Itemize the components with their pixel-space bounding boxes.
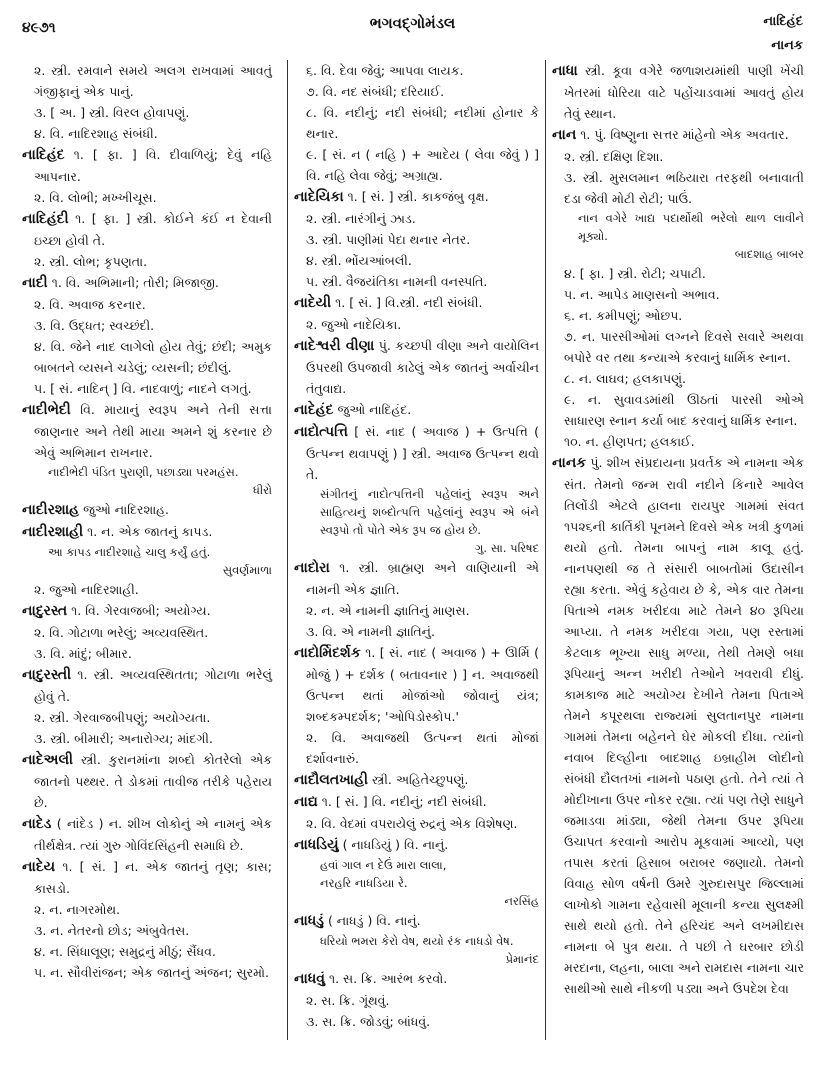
entry-sense bbox=[552, 263, 804, 284]
headword: નાદિહંદ bbox=[22, 147, 65, 163]
headword: નાદિહંદી bbox=[22, 211, 69, 227]
dictionary-entry bbox=[294, 421, 539, 485]
entry-text: ૨. ન. નાગરમોથ. bbox=[34, 902, 121, 917]
entry-text: ૨. વિ. લોભી; મખ્ખીચૂસ. bbox=[34, 190, 157, 205]
entry-text: નરસિંહ bbox=[504, 894, 539, 908]
entry-sense bbox=[22, 941, 272, 962]
entry-text: ૨. વિ. અવાજ કરનાર. bbox=[34, 297, 146, 312]
entry-text: ૪. વિ. જેને નાદ લાગેલો હોય તેવું; છંદી; અમુક બાબતને વ્યસને ચડેલું; વ્યસની; છંદીલું. bbox=[34, 339, 272, 375]
entry-text: વિ. માયાનું સ્વરૂપ અને તેની સત્તા જાણનાર અને તેથી માયા અમને શું કરનાર છે એવું અભિમાન રાખનાર. bbox=[34, 402, 272, 460]
dictionary-entry bbox=[294, 399, 539, 421]
entry-sense bbox=[552, 431, 804, 452]
entry-text: સ્ત્રી. કુરાનમાંના શબ્દો કોતરેલો એક જાતનો પથ્થર. તે ડોકમાં તાવીજ તરીકે પહેરાય છે. bbox=[34, 752, 272, 810]
entry-text: ૮. વિ. નદીનું; નદી સંબંધી; નદીમાં હોનાર કે થનાર. bbox=[306, 105, 539, 141]
column-1 bbox=[22, 60, 272, 983]
dictionary-entry bbox=[22, 664, 272, 707]
entry-text: ધરિયો ભમરા કેરો વેષ, થયો રંક નાધડો વેષ. bbox=[320, 934, 514, 948]
entry-text: ૪. સ્ત્રી. ભોંયઆંબલી. bbox=[306, 253, 412, 268]
headword: નાદેડ bbox=[22, 816, 52, 832]
dictionary-entry bbox=[294, 642, 539, 727]
citation-quote bbox=[294, 874, 539, 892]
entry-text: ૧. [ સં. ] ન. એક જાતનું તૃણ; કાસ; કાસડો. bbox=[34, 859, 272, 896]
entry-text: ૪. ન. સિંધાલૂણ; સમુદ્રનું મીઠું; સૈંધવ. bbox=[34, 944, 216, 959]
running-head-first-word: નાદિહંદ bbox=[763, 14, 803, 29]
entry-sense bbox=[22, 123, 272, 144]
dictionary-entry bbox=[22, 208, 272, 251]
entry-sense bbox=[294, 60, 539, 81]
entry-sense bbox=[22, 962, 272, 983]
entry-text: ૧. સ્ત્રી. અવ્યવસ્થિતતા; ગોટાળા ભરેલું હોવું તે. bbox=[34, 667, 272, 704]
entry-text: [ સં. નાદ ( અવાજ ) + ઉત્પત્તિ ( ઉત્પન્ન થવાપણું ) ] સ્ત્રી. અવાજ ઉત્પન્ન થવો તે. bbox=[306, 424, 539, 482]
entry-text: સંગીતનું નાદોત્પત્તિની પહેલાંનું સ્વરૂપ અને સાહિત્યનું શબ્દોત્પત્તિ પહેલાંનું સ્વરૂપ એ બંને સ્વરૂપો તો પોતે એક રૂપ જ હોય છે. bbox=[320, 487, 539, 537]
entry-sense bbox=[22, 707, 272, 728]
dictionary-entry bbox=[294, 769, 539, 791]
citation-quote bbox=[294, 932, 539, 950]
headword: નાદોત્પત્તિ bbox=[294, 424, 348, 440]
headword: નાદેયી bbox=[294, 295, 332, 311]
citation-source bbox=[294, 950, 539, 968]
entry-text: ૨. સ્ત્રી. ગેરવાજબીપણું; અયોગ્યતા. bbox=[34, 710, 211, 725]
entry-text: ૪. [ ફા. ] સ્ત્રી. રોટી; ચપાટી. bbox=[564, 266, 706, 281]
entry-text: ૩. વિ. ઉદ્ધત; સ્વચ્છંદી. bbox=[34, 318, 155, 333]
entry-sense bbox=[294, 990, 539, 1011]
entry-sense bbox=[294, 813, 539, 834]
citation-source bbox=[294, 539, 539, 557]
entry-text: જુઓ નાદિહંદ. bbox=[337, 402, 412, 417]
entry-text: ૨. સ. ક્રિ. ગૂંથવું. bbox=[306, 993, 390, 1008]
entry-text: નાન વગેરે ખાદ્ય પદાર્થોથી ભરેલો થાળ લાવીને મૂક્યો. bbox=[578, 211, 804, 243]
entry-text: ગુ. સા. પરિષદ bbox=[474, 541, 539, 555]
headword: નાદોર્મિદર્શક bbox=[294, 645, 361, 661]
dictionary-entry bbox=[294, 186, 539, 208]
entry-sense bbox=[22, 643, 272, 664]
entry-sense bbox=[552, 146, 804, 167]
entry-sense bbox=[294, 314, 539, 335]
dictionary-entry bbox=[294, 335, 539, 399]
entry-sense bbox=[552, 389, 804, 431]
entry-text: જુઓ નાદિરશાહ. bbox=[83, 502, 170, 517]
dictionary-entry bbox=[294, 791, 539, 813]
entry-text: ૩. સ્ત્રી. બીમારી; અનારોગ્ય; માંદગી. bbox=[34, 731, 213, 746]
entry-text: ૭. ન. પારસીઓમાં લગ્નને દિવસે સવારે અથવા બપોરે વર તથા કન્યાએ કરવાનું ધાર્મિક સ્નાન. bbox=[564, 329, 804, 365]
entry-text: ૧. વિ. અભિમાની; તોરી; મિજાજી. bbox=[51, 275, 219, 290]
entry-sense bbox=[22, 378, 272, 399]
column-3 bbox=[552, 60, 804, 999]
dictionary-entry bbox=[552, 452, 804, 999]
citation-quote bbox=[552, 209, 804, 245]
citation-quote bbox=[294, 485, 539, 539]
dictionary-entry bbox=[552, 124, 804, 146]
entry-text: ૧. [ ફા. ] વિ. દીવાળિયું; દેવું નહિ આપનાર. bbox=[34, 147, 272, 184]
entry-sense bbox=[22, 60, 272, 102]
headword: નાદુરસ્તી bbox=[22, 667, 72, 683]
entry-text: ધીરો bbox=[252, 483, 272, 497]
entry-sense bbox=[552, 167, 804, 209]
entry-text: સુવર્ણમાળા bbox=[222, 563, 272, 577]
entry-text: ૨. જુઓ નાદિરશાહી. bbox=[34, 582, 139, 597]
entry-sense bbox=[22, 920, 272, 941]
entry-text: હવાં ગાલ ન દેઉં મારા લાલા, bbox=[320, 858, 447, 872]
citation-source bbox=[294, 892, 539, 910]
headword: નાદીરશાહી bbox=[22, 524, 84, 540]
dictionary-entry bbox=[294, 910, 539, 932]
entry-sense bbox=[22, 315, 272, 336]
entry-text: પ્રેમાનંદ bbox=[505, 952, 539, 966]
headword: નાદીભેદી bbox=[22, 402, 71, 418]
entry-text: ૧. [ સં. ] વિ.સ્ત્રી. નદી સંબંધી. bbox=[335, 295, 483, 310]
entry-text: ( નાધડું ) વિ. નાનું. bbox=[327, 913, 421, 928]
dictionary-entry bbox=[22, 856, 272, 899]
entry-text: ૨. વિ. વેદમાં વપરાયેલું રુદ્રનું એક વિશેષણ. bbox=[306, 816, 518, 831]
book-title: ભગવદ્ગોમંડલ bbox=[369, 14, 456, 32]
entry-sense bbox=[294, 271, 539, 292]
running-head-last-word: નાનક bbox=[771, 38, 803, 53]
entry-text: ( નાંદેડ ) ન. શીખ લોકોનું એ નામનું એક તીર્થક્ષેત્ર. ત્યાં ગુરુ ગોવિંદસિંહની સમાધિ છે. bbox=[34, 816, 272, 853]
entry-text: પું. કચ્છપી વીણા અને વાયોલિન ઉપરથી ઉપજાવી કાઢેલું એક જાતનું અર્વાચીન તંતુવાદ્ય. bbox=[306, 338, 540, 396]
headword: નાદેઅલી bbox=[22, 752, 74, 768]
headword: નાદેશ્વરી વીણા bbox=[294, 338, 375, 354]
dictionary-entry bbox=[294, 292, 539, 314]
entry-sense bbox=[22, 336, 272, 378]
entry-text: ૨. ન. એ નામની જ્ઞાતિનું માણસ. bbox=[306, 603, 470, 618]
dictionary-entry bbox=[552, 60, 804, 124]
citation-source bbox=[552, 245, 804, 263]
entry-text: ૨. જુઓ નાદેયિકા. bbox=[306, 317, 402, 332]
entry-text: ૩. વિ. એ નામની જ્ઞાતિનું. bbox=[306, 624, 435, 639]
dictionary-entry bbox=[22, 272, 272, 294]
headword: નાદેયિકા bbox=[294, 189, 344, 205]
entry-text: ૨. સ્ત્રી. લોભ; કૃપણતા. bbox=[34, 254, 148, 269]
headword: નાદેય bbox=[22, 859, 56, 875]
entry-text: ૧. સ્ત્રી. બ્રાહ્મણ અને વાણિયાની એ નામની એક જ્ઞાતિ. bbox=[306, 560, 539, 597]
entry-text: ૧. [ ફા. ] સ્ત્રી. કોઈને કંઈ ન દેવાની ઇચ્છા હોવી તે. bbox=[34, 211, 272, 248]
citation-source bbox=[22, 481, 272, 499]
entry-sense bbox=[22, 579, 272, 600]
entry-sense bbox=[22, 187, 272, 208]
entry-sense bbox=[294, 81, 539, 102]
headword: નાન bbox=[552, 127, 577, 143]
headword: નાદ્ય bbox=[294, 794, 318, 810]
entry-text: ૧. સ. ક્રિ. આરંભ કરવો. bbox=[328, 971, 448, 986]
entry-sense bbox=[22, 251, 272, 272]
headword: નાદીરશાહ bbox=[22, 502, 80, 518]
entry-sense bbox=[22, 899, 272, 920]
citation-quote bbox=[22, 463, 272, 481]
entry-text: સ્ત્રી. અહિતેચ્છુપણું. bbox=[372, 772, 469, 787]
entry-text: ૩. [ અ. ] સ્ત્રી. વિરલ હોવાપણું. bbox=[34, 105, 190, 120]
dictionary-entry bbox=[22, 499, 272, 521]
entry-sense bbox=[294, 1011, 539, 1032]
entry-sense bbox=[294, 102, 539, 144]
entry-text: ૨. સ્ત્રી. દક્ષિણ દિશા. bbox=[564, 149, 664, 164]
entry-sense bbox=[294, 621, 539, 642]
entry-text: ૫. ન. સૌવીરાંજન; એક જાતનું અંજન; સુરમો. bbox=[34, 965, 269, 980]
entry-sense bbox=[294, 727, 539, 769]
dictionary-entry bbox=[22, 144, 272, 187]
entry-text: ( નાધડિયું ) વિ. નાનું. bbox=[342, 837, 449, 852]
entry-text: ૯. ન. સુવાવડમાંથી ઊઠતાં પારસી ઓએ સાધારણ સ્નાન કર્યા બાદ કરવાનું ધાર્મિક સ્નાન. bbox=[564, 392, 804, 428]
entry-text: ૧. [ સં. ] સ્ત્રી. કાકજંબુ વૃક્ષ. bbox=[347, 189, 489, 204]
entry-sense bbox=[294, 600, 539, 621]
entry-text: ૭. વિ. નદ સંબંધી; દરિયાઈ. bbox=[306, 84, 445, 99]
dictionary-entry bbox=[22, 749, 272, 813]
entry-sense bbox=[552, 284, 804, 305]
entry-text: ૧. [ સં. ] વિ. નદીનું; નદી સંબંધી. bbox=[321, 794, 487, 809]
column-2 bbox=[287, 60, 546, 1040]
entry-text: ૧. પું. વિષ્ણુના સત્તર માંહેનો એક અવતાર. bbox=[580, 127, 789, 142]
entry-text: ૫. સ્ત્રી. વૈજયંતિકા નામની વનસ્પતિ. bbox=[306, 274, 488, 289]
entry-sense bbox=[22, 294, 272, 315]
entry-text: ૯. [ સં. ન ( નહિ ) + આદેય ( લેવા જેવું ) ] વિ. નહિ લેવા જેવું; અગ્રાહ્ય. bbox=[306, 147, 539, 183]
citation-quote bbox=[294, 856, 539, 874]
entry-text: ૧. [ સં. નાદ ( અવાજ ) + ઊર્મિ ( મોજું ) + દર્શક ( બતાવનાર ) ] ન. અવાજથી ઉત્પન્ન થતાં મોજાંઓ જોવાનું યંત્ર; શબ્દકમ્પદર્શક; 'ઓપિડોસ્કોપ.' bbox=[306, 645, 539, 724]
headword: નાધા bbox=[552, 63, 578, 79]
entry-text: ૫. ન. આપેડ માણસનો અભાવ. bbox=[564, 287, 720, 302]
entry-text: સ્ત્રી. કૂવા વગેરે જળાશયમાંથી પાણી ખેંચી ખેતરમાં ધોરિયા વાટે પહોંચાડવામાં આવતું હોય તેવું સ્થાન. bbox=[564, 63, 804, 121]
dictionary-entry bbox=[294, 834, 539, 856]
entry-text: ૨. વિ. અવાજથી ઉત્પન્ન થતાં મોજાં દર્શાવનારું. bbox=[306, 730, 539, 766]
entry-sense bbox=[294, 208, 539, 229]
dictionary-entry bbox=[22, 521, 272, 543]
headword: નાધડિયું bbox=[294, 837, 339, 853]
entry-text: ૧. ન. એક જાતનું કાપડ. bbox=[87, 524, 213, 539]
entry-text: ૫. [ સં. નાદિન્ ] વિ. નાદવાળું; નાદને લગતું. bbox=[34, 381, 252, 396]
entry-text: ૨. વિ. ગોટાળા ભરેલું; અવ્યવસ્થિત. bbox=[34, 625, 209, 640]
entry-text: ૧. વિ. ગેરવાજબી; અયોગ્ય. bbox=[71, 603, 211, 618]
entry-sense bbox=[22, 622, 272, 643]
headword: નાદૌલતખાહી bbox=[294, 772, 369, 788]
entry-sense bbox=[22, 728, 272, 749]
entry-text: પું. શીખ સંપ્રદાયના પ્રવર્તક એ નામના એક સંત. તેમનો જન્મ રાવી નદીને કિનારે આવેલ તિલોંડી એટલે હાલના રાયપુર ગામમાં સંવત ૧૫૨૬ની કાર્તિકી પૂનમને દિવસે એક ખત્રી કુળમાં થયો હતો. તેમના બાપનું નામ કાલૂ હતું. નાનપણથી જ તે સંસારી બાબતોમાં ઉદાસીન રહ્યા કરતા. એવું કહેવાય છે કે, એક વાર તેમના પિતાએ નમક ખરીદવા માટે તેમને ૪૦ રૂપિયા આપ્યા. તે નમક ખરીદવા ગયા, પણ રસ્તામાં કેટલાક ભૂખ્યા સાધુ મળ્યા, તેથી તેમણે બધા રૂપિયાનું અન્ન ખરીદી તેઓને ખવરાવી દીધું. કામકાજ માટે અયોગ્ય દેખીને તેમના પિતાએ તેમને કપૂરથલા રાજ્યમાં સુલતાનપુર નામના ગામમાં તેમના બહેનને ઘેર મોકલી દીધા. ત્યાંનો નવાબ દિલ્હીના બાદશાહ ઇબ્રાહીમ લોદીનો સંબંધી દૌલતખાં નામનો પઠાણ હતો. તેને ત્યાં તે મોદીખાના ઉપર નોકર રહ્યા. ત્યાં પણ તેણે સાધુને જમાડવા માંડ્યા, જેથી તેમના ઉપર રૂપિયા ઉચાપત કરવાનો આરોપ મૂકવામાં આવ્યો, પણ તપાસ કરતાં હિસાબ બરાબર જણાયો. તેમનો વિવાહ સોળ વર્ષની ઉમરે ગુરુદાસપુર જિલ્લામાં લાખોકો ગામના રહેવાસી મૂલાની કન્યા સુલક્ષ્મી સાથે થયો હતો. તેને હરિચંદ અને લખમીદાસ નામના બે પુત્ર થયા. તે પછી તે ઘરબાર છોડી મરદાના, લહના, બાલા અને રામદાસ નામના ચાર સાથીઓ સાથે નીકળી પડ્યા અને ઉપદેશ દેવા bbox=[564, 455, 804, 996]
citation-source bbox=[22, 561, 272, 579]
entry-sense bbox=[552, 305, 804, 326]
headword: નાધડું bbox=[294, 913, 324, 929]
entry-text: ૪. વિ. નાદિરશાહ સંબંધી. bbox=[34, 126, 158, 141]
citation-quote bbox=[22, 543, 272, 561]
dictionary-entry bbox=[22, 813, 272, 856]
dictionary-entry bbox=[294, 557, 539, 600]
entry-text: નરહરિ નાધડિયા રે. bbox=[320, 876, 408, 890]
entry-sense bbox=[22, 102, 272, 123]
entry-text: ૩. સ. ક્રિ. જોડવું; બાંધવું. bbox=[306, 1014, 431, 1029]
entry-text: ૨. સ્ત્રી. રમવાને સમયે અલગ રાખવામાં આવતું ગંજીફાનું એક પાનું. bbox=[34, 63, 272, 99]
entry-text: ૩. ન. નેતરનો છોડ; અંબુવેતસ. bbox=[34, 923, 190, 938]
entry-text: બાદશાહ બાબર bbox=[734, 247, 804, 261]
entry-text: ૩. સ્ત્રી. મુસલમાન ભઠિયારા તરફથી બનાવાતી દડા જેવી મોટી રોટી; પાઉં. bbox=[564, 170, 804, 206]
entry-text: ૩. વિ. માંદું; બીમાર. bbox=[34, 646, 132, 661]
dictionary-entry bbox=[22, 600, 272, 622]
dictionary-entry bbox=[294, 968, 539, 990]
entry-text: નાદીભેદી પંડિત પુરાણી, પછાડ્યા પરમહંસ. bbox=[48, 465, 239, 479]
entry-text: ૩. સ્ત્રી. પાણીમાં પેદા થનાર નેતર. bbox=[306, 232, 471, 247]
page-number: ૪૯૭૧ bbox=[22, 20, 56, 36]
entry-sense bbox=[294, 250, 539, 271]
headword: નાદોરા bbox=[294, 560, 330, 576]
headword: નાદેહંદ bbox=[294, 402, 334, 418]
entry-text: ૮. ન. લાઘવ; હલકાપણું. bbox=[564, 371, 686, 386]
headword: નાધવું bbox=[294, 971, 325, 987]
headword: નાદુરસ્ત bbox=[22, 603, 68, 619]
entry-sense bbox=[552, 368, 804, 389]
entry-sense bbox=[552, 326, 804, 368]
entry-text: ૬. વિ. દેવા જેવું; આપવા લાયક. bbox=[306, 63, 464, 78]
entry-text: આ કાપડ નાદીરશાહે ચાલુ કર્યું હતું. bbox=[48, 545, 211, 559]
entry-sense bbox=[294, 229, 539, 250]
headword: નાદી bbox=[22, 275, 48, 291]
headword: નાનક bbox=[552, 455, 587, 471]
entry-text: ૨. સ્ત્રી. નારંગીનું ઝાડ. bbox=[306, 211, 416, 226]
entry-text: ૧૦. ન. હીણપત; હલકાઈ. bbox=[564, 434, 695, 449]
entry-sense bbox=[294, 144, 539, 186]
entry-text: ૬. ન. કમીપણું; ઓછપ. bbox=[564, 308, 683, 323]
dictionary-entry bbox=[22, 399, 272, 463]
